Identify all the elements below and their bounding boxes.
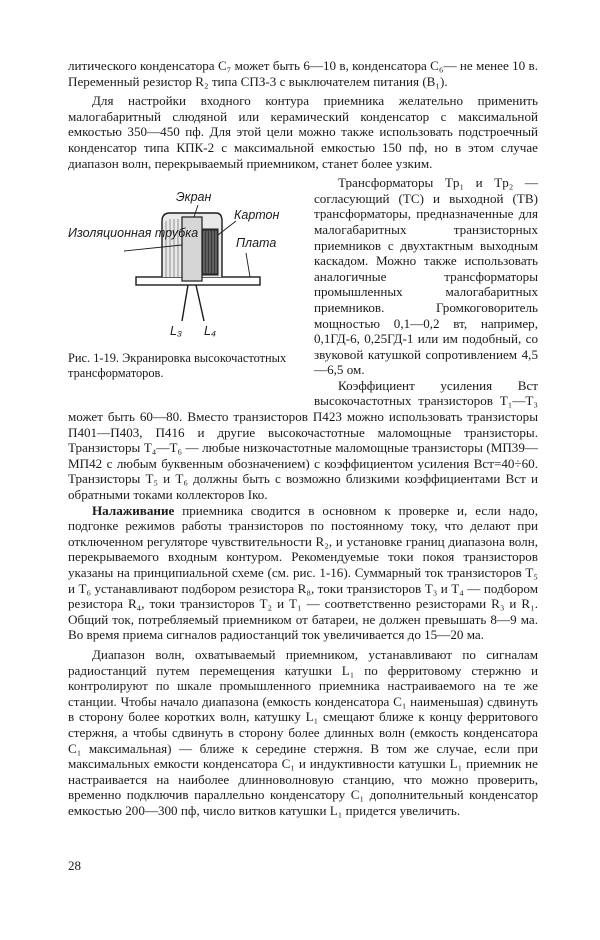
label-l4: L₄ (204, 324, 216, 339)
paragraph-5-body: приемника сводится в основном к проверке и, если надо, подгонке режимов работы транзисторов по постоянному току, что делают при отключенном регуляторе чувствительности R₂, и установке границ диапазона волн, перекрываемого входным контуром. Рекомендуемые токи покоя транзисторов указаны на принципиальной схеме (см. рис. 1-16). Суммарный ток транзисторов T₅ и T₆ устанавливают подбором резистора R₈, токи транзисторов T₃ и T₄ — подбором резистора R₄, токи транзисторов T₂ и T₁ — соответственно резисторами R₃ и R₁. Общий ток, потребляемый приемником от батареи, не должен превышать 8—9 ма. Во время приема сигналов радиостанций ток увеличивается до 15—20 ма. (68, 502, 538, 643)
lead-l3 (182, 285, 188, 321)
lead-l4 (196, 285, 204, 321)
paragraph-2: Для настройки входного контура приемника желательно применить малогабаритный слюдяной или керамический конденсатор с максимальной емкостью 350—450 пф. Для этой цели можно также использовать подстроечный конденсатор типа КПК-2 с максимальной емкостью 150 пф, но в этом случае диапазон волн, перекрываемый приемником, станет более узким. (68, 93, 538, 171)
label-board: Плата (236, 236, 277, 251)
paragraph-5 (68, 503, 538, 643)
label-cardboard: Картон (234, 208, 280, 223)
label-screen: Экран (176, 190, 212, 205)
label-insulating-tube: Изоляционная трубка (68, 226, 199, 241)
paragraph-3: Трансформаторы Tp₁ и Tp₂ — согласующий (ТС) и выходной (ТВ) трансформаторы, предназначенные для малогабаритных транзисторных приемников с двухтактным выходным каскадом. Можно также использовать аналогичные трансформаторы промышленных малогабаритных приемников. Громкоговоритель мощностью 0,1—0,2 вт, например, 0,1ГД-6, 0,25ГД-1 или им подобный, со звуковой катушкой сопротивлением 4,5—6,5 ом. (314, 175, 538, 378)
page-body (68, 58, 538, 819)
page-number: 28 (68, 858, 81, 873)
shielding-diagram (64, 173, 302, 348)
figure-caption: Рис. 1-19. Экранировка высокочастотных трансформаторов. (68, 351, 287, 381)
label-l3: L₃ (170, 324, 182, 339)
paragraph-5-lead: Налаживание (92, 502, 175, 518)
paragraph-1: литического конденсатора C₇ может быть 6—10 в, конденсатора C₆— не менее 10 в. Переменный резистор R₂ типа СПЗ-3 с выключателем питания (B₁). (68, 58, 538, 89)
paragraph-4: Коэффициент усиления Bст высокочастотных транзисторов T₁—T₃ может быть 60—80. Вместо транзисторов П423 можно использовать транзисторы П401—П403, П416 и другие высокочастотные маломощные транзисторы. Транзисторы T₄—T₆ — любые низкочастотные маломощные транзисторы (МП39—МП42 с любым буквенным обозначением) с коэффициентом усиления Bст=40÷60. Транзисторы T₅ и T₆ должны быть с возможно близкими коэффициентами Bст и обратными токами коллекторов Iко. (68, 377, 538, 503)
figure-shielding (64, 173, 302, 401)
paragraph-6: Диапазон волн, охватываемый приемником, устанавливают по сигналам радиостанций путем перемещения катушки L₁ по ферритовому стержню и контролируют по шкале промышленного приемника настраиваемого на те же станции. Чтобы начало диапазона (емкость конденсатора C₁ наименьшая) сдвинуть в сторону более коротких волн, катушку L₁ смещают ближе к концу ферритового стержня, а чтобы сдвинуть в сторону более длинных волн (емкость конденсатора C₁ максимальная) — ближе к середине стержня. В том же случае, если при максимальных емкости конденсатора C₁ и индуктивности катушки L₁ приемник не настраивается на наиболее длинноволновую станцию, что можно проверить, временно подключив параллельно конденсатору C₁ дополнительный конденсатор емкостью 200—300 пф, число витков катушки L₁ придется увеличить. (68, 646, 538, 818)
